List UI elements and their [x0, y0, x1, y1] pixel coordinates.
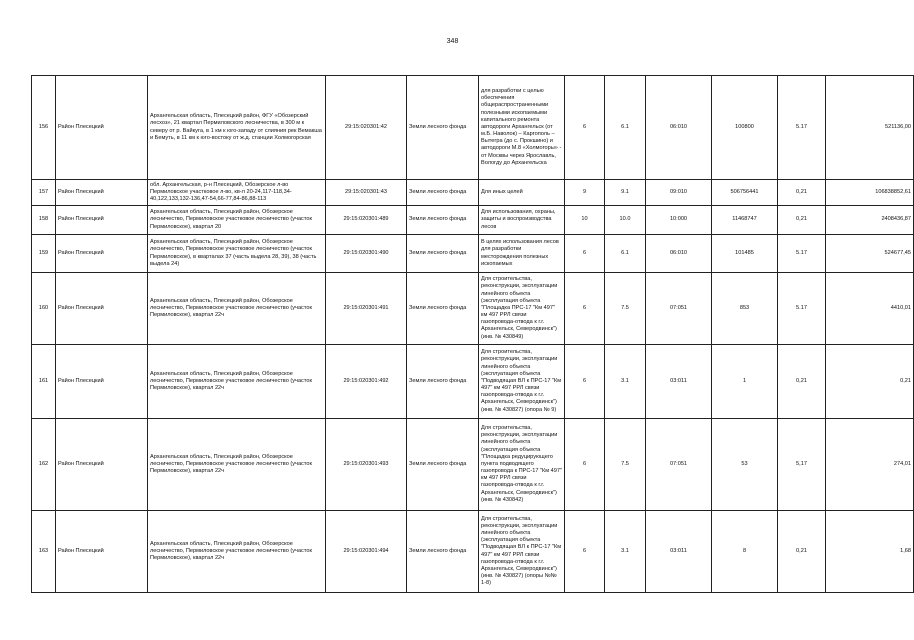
cadastral-number-cell: 29:15:020301:42: [326, 76, 407, 180]
specific-value-cell: 0,21: [778, 345, 826, 419]
cadastral-number-cell: 29:15:020301:494: [326, 511, 407, 593]
district-cell: Район Плесецкий: [56, 511, 148, 593]
district-cell: Район Плесецкий: [56, 235, 148, 273]
subgroup-cell: 6.1: [605, 235, 646, 273]
subgroup-cell: 9.1: [605, 180, 646, 206]
group-cell: 6: [565, 273, 605, 345]
code-cell: 10:000: [646, 206, 712, 235]
cadastral-value-cell: 106838852,61: [826, 180, 914, 206]
area-cell: 1: [712, 345, 778, 419]
land-category-cell: Земли лесного фонда: [407, 235, 479, 273]
group-cell: 6: [565, 345, 605, 419]
cadastral-number-cell: 29:15:020301:491: [326, 273, 407, 345]
subgroup-cell: 7.5: [605, 419, 646, 511]
code-cell: 06:010: [646, 235, 712, 273]
subgroup-cell: 3.1: [605, 345, 646, 419]
row-number: 158: [32, 206, 56, 235]
permitted-use-cell: Для иных целей: [479, 180, 565, 206]
subgroup-cell: 7.5: [605, 273, 646, 345]
group-cell: 6: [565, 419, 605, 511]
cadastral-value-cell: 524677,45: [826, 235, 914, 273]
district-cell: Район Плесецкий: [56, 273, 148, 345]
permitted-use-cell: Для строительства, реконструкции, эксплуатации линейного объекта (эксплуатация объекта "Площадка редуцирующего пункта подводящего газопровода к ПРС-17 "Км 497" км 497 РРЛ связи газопровода-отвода к г.г. Архангельск, Северодвинск") (инв. № 430842): [479, 419, 565, 511]
specific-value-cell: 5.17: [778, 273, 826, 345]
table-row: [32, 206, 914, 235]
code-cell: 07:051: [646, 273, 712, 345]
land-category-cell: Земли лесного фонда: [407, 511, 479, 593]
table-row: [32, 419, 914, 511]
cadastral-value-cell: 0,21: [826, 345, 914, 419]
permitted-use-cell: Для строительства, реконструкции, эксплуатации линейного объекта (эксплуатация объекта "Подводящая ВЛ к ПРС-17 "Км 497" км 497 РРЛ связи газопровода-отвода к г.г. Архангельск, Северодвинск") (инв. № 430827) (опоры №№ 1-8): [479, 511, 565, 593]
code-cell: 03:011: [646, 511, 712, 593]
district-cell: Район Плесецкий: [56, 419, 148, 511]
code-cell: 07:051: [646, 419, 712, 511]
cadastral-number-cell: 29:15:020301:490: [326, 235, 407, 273]
cadastral-value-cell: 1,68: [826, 511, 914, 593]
cadastral-value-cell: 4410,01: [826, 273, 914, 345]
subgroup-cell: 10.0: [605, 206, 646, 235]
address-cell: Архангельская область, Плесецкий район, Обозерское лесничество, Пермиловское участковое лесничество (участок Пермиловское), квартал 22ч: [148, 345, 326, 419]
code-cell: 09:010: [646, 180, 712, 206]
permitted-use-cell: В целях использования лесов для разработки месторождения полезных ископаемых: [479, 235, 565, 273]
row-number: 160: [32, 273, 56, 345]
area-cell: 11468747: [712, 206, 778, 235]
row-number: 161: [32, 345, 56, 419]
group-cell: 6: [565, 76, 605, 180]
land-category-cell: Земли лесного фонда: [407, 180, 479, 206]
permitted-use-cell: Для использования, охраны, защиты и воспроизводства лесов: [479, 206, 565, 235]
table-row: [32, 76, 914, 180]
table-row: [32, 273, 914, 345]
land-category-cell: Земли лесного фонда: [407, 419, 479, 511]
address-cell: Архангельская область, Плесецкий район, Обозерское лесничество, Пермиловское участковое лесничество (участок Пермиловское), квартал 22ч: [148, 511, 326, 593]
area-cell: 506756441: [712, 180, 778, 206]
permitted-use-cell: для разработки с целью обеспечения общераспространенными полезными ископаемыми капитального ремонта автодороги Архангельск (от м.Б. Наволок) – Каргополь – Вытегра (до с. Прокшино) и автодороги М.8 «Холмогоры» - от Москвы через Ярославль, Вологду до Архангельска: [479, 76, 565, 180]
subgroup-cell: 3.1: [605, 511, 646, 593]
land-category-cell: Земли лесного фонда: [407, 76, 479, 180]
address-cell: Архангельская область, Плесецкий район, Обозерское лесничество, Пермиловское участковое лесничество (участок Пермиловское), квартал 22ч: [148, 419, 326, 511]
table-row: [32, 235, 914, 273]
table-row: [32, 345, 914, 419]
district-cell: Район Плесецкий: [56, 206, 148, 235]
code-cell: 06:010: [646, 76, 712, 180]
row-number: 163: [32, 511, 56, 593]
land-category-cell: Земли лесного фонда: [407, 273, 479, 345]
specific-value-cell: 5.17: [778, 235, 826, 273]
cadastral-number-cell: 29:15:020301:489: [326, 206, 407, 235]
row-number: 156: [32, 76, 56, 180]
address-cell: обл. Архангельская, р-н Плесецкий, Обозерское л-во Пермиловское участковое л-во, кв-л 20-24,117-118,34-40,122,133,132-136,47-54,66-77,84-86,88-113: [148, 180, 326, 206]
district-cell: Район Плесецкий: [56, 180, 148, 206]
group-cell: 6: [565, 235, 605, 273]
permitted-use-cell: Для строительства, реконструкции, эксплуатации линейного объекта (эксплуатация объекта "Подводящая ВЛ к ПРС-17 "Км 497" км 497 РРЛ связи газопровода-отвода к г.г. Архангельск, Северодвинск") (инв. № 430827) (опора № 9): [479, 345, 565, 419]
specific-value-cell: 5.17: [778, 76, 826, 180]
table-row: [32, 180, 914, 206]
cadastral-value-cell: 521136,00: [826, 76, 914, 180]
row-number: 157: [32, 180, 56, 206]
page-number: 348: [446, 38, 459, 45]
specific-value-cell: 5,17: [778, 419, 826, 511]
subgroup-cell: 6.1: [605, 76, 646, 180]
row-number: 159: [32, 235, 56, 273]
specific-value-cell: 0,21: [778, 511, 826, 593]
table-row: [32, 511, 914, 593]
district-cell: Район Плесецкий: [56, 76, 148, 180]
address-cell: Архангельская область, Плесецкий район, Обозерское лесничество, Пермиловское участковое лесничество (участок Пермиловское), квартал 22ч: [148, 273, 326, 345]
address-cell: Архангельская область, Плесецкий район, ФГУ «Обозерский лесхоз», 21 квартал Пермиловского лесничества, в 300 м к северу от р. Вайкуга, в 1 км к юго-западу от слияния рек Вемакша и Бемуть, в 11 км к югo-востоку от ж.д. станции Холмогорская: [148, 76, 326, 180]
group-cell: 6: [565, 511, 605, 593]
group-cell: 10: [565, 206, 605, 235]
area-cell: 101485: [712, 235, 778, 273]
address-cell: Архангельская область, Плесецкий район, Обозерское лесничество, Пермиловское участковое лесничество (участок Пермиловское), квартал 20: [148, 206, 326, 235]
cadastral-value-cell: 2408436,87: [826, 206, 914, 235]
code-cell: 03:011: [646, 345, 712, 419]
area-cell: 53: [712, 419, 778, 511]
cadastral-number-cell: 29:15:020301:493: [326, 419, 407, 511]
row-number: 162: [32, 419, 56, 511]
specific-value-cell: 0,21: [778, 180, 826, 206]
area-cell: 8: [712, 511, 778, 593]
permitted-use-cell: Для строительства, реконструкции, эксплуатации линейного объекта (эксплуатация объекта "Площадка ПРС-17 "Км 497" км 497 РРЛ связи газопровода-отвода к г.г. Архангельск, Северодвинск") (инв. № 430849): [479, 273, 565, 345]
group-cell: 9: [565, 180, 605, 206]
cadastral-number-cell: 29:15:020301:43: [326, 180, 407, 206]
land-category-cell: Земли лесного фонда: [407, 345, 479, 419]
cadastral-number-cell: 29:15:020301:492: [326, 345, 407, 419]
area-cell: 853: [712, 273, 778, 345]
land-category-cell: Земли лесного фонда: [407, 206, 479, 235]
district-cell: Район Плесецкий: [56, 345, 148, 419]
cadastral-value-cell: 274,01: [826, 419, 914, 511]
area-cell: 100800: [712, 76, 778, 180]
land-plots-table: [31, 75, 914, 593]
specific-value-cell: 0,21: [778, 206, 826, 235]
address-cell: Архангельская область, Плесецкий район, Обозерское лесничество, Пермиловское участковое лесничество (участок Пермиловское), в кварталах 37 (часть выдела 28, 39), 38 (часть выдела 24): [148, 235, 326, 273]
